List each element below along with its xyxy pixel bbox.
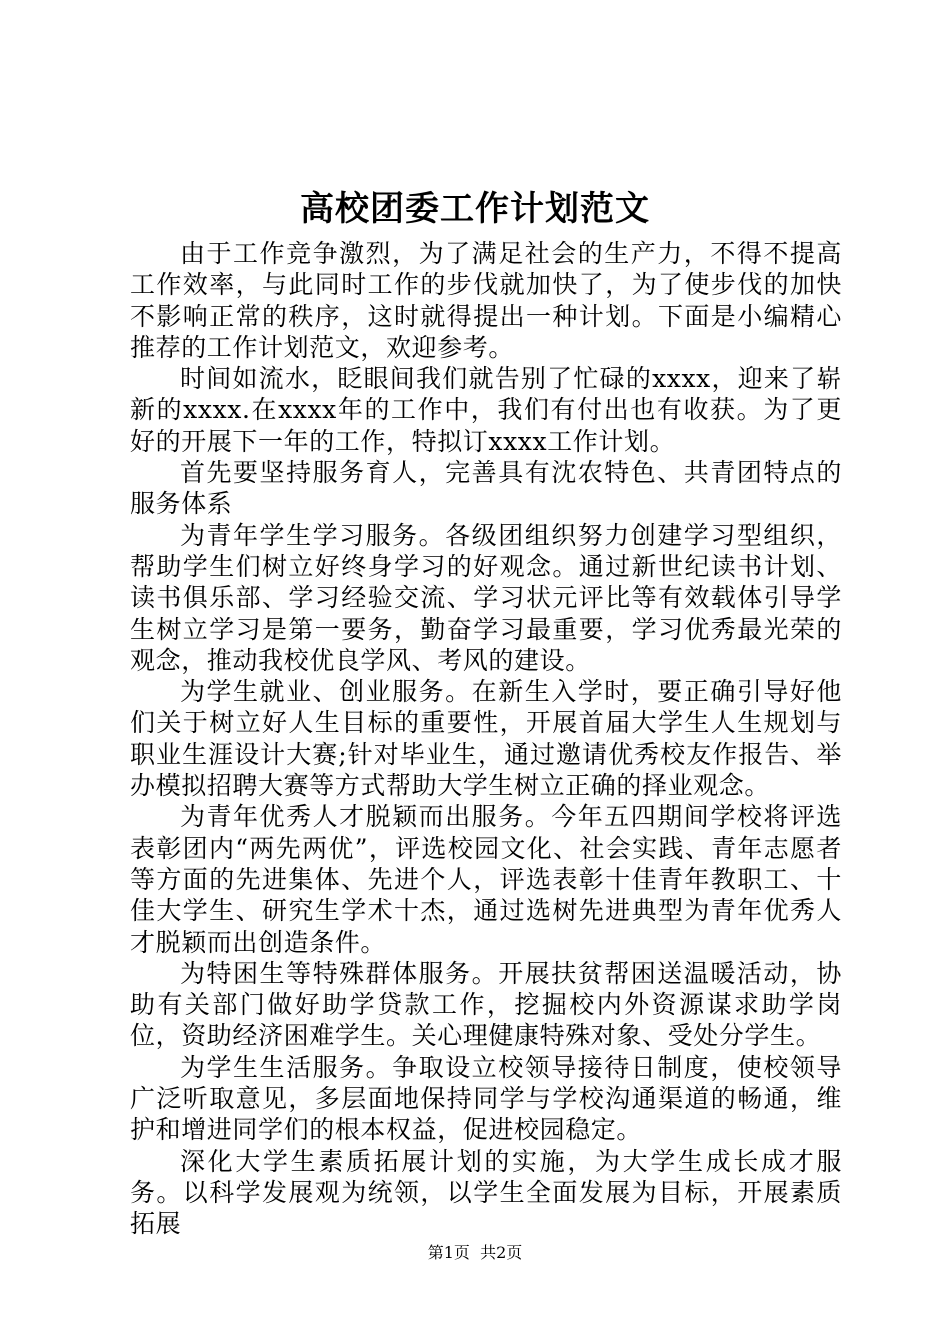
paragraph: 为学生就业、创业服务。在新生入学时，要正确引导好他们关于树立好人生目标的重要性，开展首届大学生人生规划与职业生涯设计大赛;针对毕业生，通过邀请优秀校友作报告、举办模拟招聘大赛等方式帮助大学生树立正确的择业观念。 — [130, 677, 842, 801]
document-body — [130, 238, 842, 1240]
page-number: 第1页 共2页 — [427, 1243, 523, 1262]
paragraph: 首先要坚持服务育人，完善具有沈农特色、共青团特点的服务体系 — [130, 458, 842, 519]
paragraph: 为青年优秀人才脱颖而出服务。今年五四期间学校将评选表彰团内“两先两优”，评选校园文化、社会实践、青年志愿者等方面的先进集体、先进个人，评选表彰十佳青年教职工、十佳大学生、研究生学术十杰，通过选树先进典型为青年优秀人才脱颖而出创造条件。 — [130, 802, 842, 957]
paragraph: 时间如流水，眨眼间我们就告别了忙碌的xxxx，迎来了崭新的xxxx.在xxxx年的工作中，我们有付出也有收获。为了更好的开展下一年的工作，特拟订xxxx工作计划。 — [130, 364, 842, 456]
document-title: 高校团委工作计划范文 — [300, 189, 650, 229]
paragraph: 为青年学生学习服务。各级团组织努力创建学习型组织，帮助学生们树立好终身学习的好观念。通过新世纪读书计划、读书俱乐部、学习经验交流、学习状元评比等有效载体引导学生树立学习是第一要务，勤奋学习最重要，学习优秀最光荣的观念，推动我校优良学风、考风的建设。 — [130, 520, 842, 675]
paragraph: 为学生生活服务。争取设立校领导接待日制度，使校领导广泛听取意见，多层面地保持同学与学校沟通渠道的畅通，维护和增进同学们的根本权益，促进校园稳定。 — [130, 1052, 842, 1145]
paragraph: 为特困生等特殊群体服务。开展扶贫帮困送温暖活动，协助有关部门做好助学贷款工作，挖掘校内外资源谋求助学岗位，资助经济困难学生。关心理健康特殊对象、受处分学生。 — [130, 958, 842, 1051]
paragraph: 深化大学生素质拓展计划的实施，为大学生成长成才服务。以科学发展观为统领，以学生全面发展为目标，开展素质拓展 — [130, 1146, 842, 1239]
paragraph: 由于工作竞争激烈，为了满足社会的生产力，不得不提高工作效率，与此同时工作的步伐就加快了，为了使步伐的加快不影响正常的秩序，这时就得提出一种计划。下面是小编精心推荐的工作计划范文，欢迎参考。 — [130, 239, 842, 362]
